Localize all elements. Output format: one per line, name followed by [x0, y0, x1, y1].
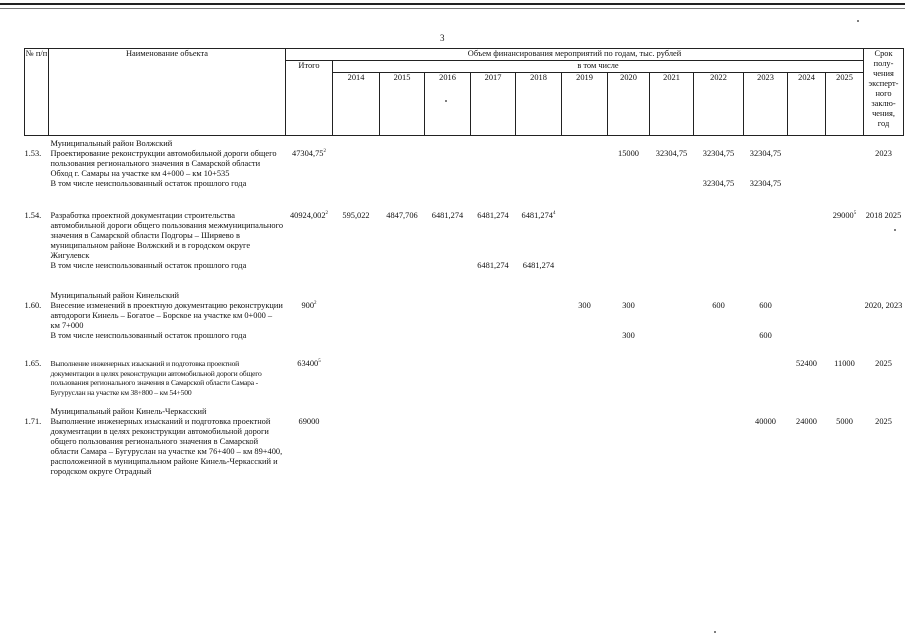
total-value: 40924,002$^2$ — [289, 211, 329, 220]
remainder-value — [425, 331, 471, 351]
year-value — [826, 301, 864, 331]
table-row — [25, 417, 904, 477]
header-total: Итого — [286, 61, 333, 136]
year-value — [788, 211, 826, 261]
remainder-value — [744, 261, 788, 281]
empty-cell — [25, 139, 49, 149]
year-value: 6481,274$^4$ — [521, 211, 556, 220]
table-row — [25, 211, 904, 261]
year-value — [650, 359, 694, 397]
financing-table — [24, 48, 904, 477]
year-value — [608, 359, 650, 397]
remainder-value: 600 — [759, 331, 772, 340]
remainder-value: 6481,274 — [477, 261, 509, 270]
term-value: 2025 — [875, 359, 892, 368]
district-name: Муниципальный район Кинель-Черкасский — [50, 407, 207, 416]
year-value: 4847,706 — [386, 211, 418, 220]
header-num: № п/п — [25, 49, 49, 136]
year-value — [471, 149, 516, 179]
year-value — [694, 417, 744, 477]
year-value — [650, 301, 694, 331]
header-including: в том числе — [333, 61, 864, 73]
remainder-value — [650, 179, 694, 199]
remainder-value — [608, 179, 650, 199]
total-value: 47304,75$^2$ — [292, 149, 326, 158]
year-value — [333, 359, 380, 397]
header-year-2017: 2017 — [471, 73, 516, 136]
year-value — [744, 359, 788, 397]
district-row — [25, 139, 904, 149]
year-value: 32304,75 — [655, 149, 688, 158]
remainder-value — [562, 179, 608, 199]
empty-cell — [864, 331, 904, 351]
year-value — [380, 301, 425, 331]
year-value: 600 — [712, 301, 725, 310]
year-value — [562, 149, 608, 179]
year-value — [471, 359, 516, 397]
header-year-2021: 2021 — [650, 73, 694, 136]
remainder-value — [826, 331, 864, 351]
remainder-value — [471, 331, 516, 351]
year-value — [425, 149, 471, 179]
empty-cell — [864, 179, 904, 199]
year-value — [650, 211, 694, 261]
object-name: Разработка проектной документации строительства автомобильной дороги общего пользования межмуниципального значения в Самарской области Подгоры – Ширяево в муниципальном районе Волжский и в городском округе Жигулевск — [50, 211, 284, 260]
year-value — [826, 149, 864, 179]
year-value — [694, 211, 744, 261]
remainder-value — [380, 179, 425, 199]
year-value — [516, 359, 562, 397]
header-year-2024: 2024 — [788, 73, 826, 136]
remainder-value — [788, 261, 826, 281]
year-value: 300 — [578, 301, 591, 310]
header-year-2016: 2016 — [425, 73, 471, 136]
remainder-value — [425, 261, 471, 281]
remainder-value — [333, 261, 380, 281]
year-value — [471, 417, 516, 477]
year-value — [694, 359, 744, 397]
total-value: $900^2$ — [301, 301, 317, 310]
remainder-row — [25, 261, 904, 281]
year-value: 29000$^5$ — [832, 211, 857, 220]
header-term: Срок полу-чения эксперт-ного заклю-чения, год — [864, 49, 904, 136]
object-name: Выполнение инженерных изысканий и подготовка проектной документации в целях реконструкции автомобильной дороги общего пользования регионального значения в Самарской области Самара – Бугуруслан на участке км 76+400 – км 89+400, расположенной в муниципальном районе Кинель-Черкасский и городском округе Отрадный — [50, 417, 283, 476]
remainder-row — [25, 179, 904, 199]
row-number: 1.65. — [24, 359, 42, 368]
spacer-row — [25, 199, 904, 211]
row-number: 1.54. — [24, 211, 42, 220]
page-number: 3 — [440, 33, 445, 43]
remainder-value — [333, 179, 380, 199]
remainder-value — [516, 331, 562, 351]
year-value — [562, 417, 608, 477]
spacer-row — [25, 397, 904, 407]
row-number: 1.60. — [24, 301, 42, 310]
top-border-line — [0, 3, 905, 5]
year-value — [425, 359, 471, 397]
remainder-value — [516, 179, 562, 199]
year-value: 6481,274 — [477, 211, 509, 220]
year-value — [333, 417, 380, 477]
remainder-row — [25, 331, 904, 351]
object-name: Выполнение инженерных изысканий и подготовка проектной документации в целях реконструкции автомобильной дороги общего пользования регионального значения в Самарской области Самара - Бугуруслан на участке км 38+800 – км 54+500 — [50, 359, 262, 397]
total-value: 63400$^5$ — [297, 359, 321, 368]
year-value: 32304,75 — [702, 149, 735, 158]
total-value: 69000 — [298, 417, 320, 426]
scan-speck — [445, 100, 447, 102]
year-value — [608, 417, 650, 477]
year-value — [516, 417, 562, 477]
spacer-row — [25, 351, 904, 359]
empty-cell — [25, 261, 49, 281]
term-value: 2020, 2023 — [864, 301, 903, 310]
term-value: 2025 — [875, 417, 892, 426]
year-value: 6481,274 — [431, 211, 464, 220]
header-name: Наименование объекта — [49, 49, 286, 136]
year-value: 40000 — [755, 417, 776, 426]
year-value — [425, 417, 471, 477]
year-value — [425, 301, 471, 331]
header-year-2019: 2019 — [562, 73, 608, 136]
empty-cell — [286, 261, 333, 281]
header-year-2015: 2015 — [380, 73, 425, 136]
year-value — [380, 359, 425, 397]
year-value — [562, 211, 608, 261]
remainder-value — [694, 261, 744, 281]
year-value: 24000 — [796, 417, 817, 426]
remainder-value — [608, 261, 650, 281]
header-year-2020: 2020 — [608, 73, 650, 136]
table-row — [25, 301, 904, 331]
empty-cell — [864, 261, 904, 281]
scan-speck — [894, 229, 896, 231]
remainder-value — [826, 261, 864, 281]
remainder-label: В том числе неиспользованный остаток прошлого года — [50, 331, 247, 340]
year-value — [380, 417, 425, 477]
header-year-2023: 2023 — [744, 73, 788, 136]
header-funding: Объем финансирования мероприятий по годам, тыс. рублей — [286, 49, 864, 61]
remainder-value: 300 — [622, 331, 635, 340]
remainder-value — [562, 261, 608, 281]
year-value — [516, 301, 562, 331]
empty-cell — [25, 331, 49, 351]
header-year-2022: 2022 — [694, 73, 744, 136]
year-value — [471, 301, 516, 331]
remainder-value — [471, 179, 516, 199]
year-value: 600 — [759, 301, 772, 310]
remainder-value — [425, 179, 471, 199]
year-value: 52400 — [796, 359, 817, 368]
year-value: 5000 — [836, 417, 853, 426]
remainder-value — [380, 331, 425, 351]
year-value — [788, 301, 826, 331]
table-body — [25, 136, 904, 478]
remainder-value — [650, 331, 694, 351]
empty-cell — [25, 179, 49, 199]
remainder-value: 6481,274 — [522, 261, 555, 270]
top-border-line-thin — [0, 8, 905, 9]
object-name: Внесение изменений в проектную документацию реконструкции автодороги Кинель – Богатое – Борское на участке км 0+000 – км 7+000 — [50, 301, 283, 330]
year-value: 300 — [622, 301, 635, 310]
year-value — [562, 359, 608, 397]
remainder-value — [788, 331, 826, 351]
year-value — [380, 149, 425, 179]
remainder-value — [562, 331, 608, 351]
year-value — [333, 149, 380, 179]
year-value — [516, 149, 562, 179]
empty-cell — [25, 407, 49, 417]
row-number: 1.71. — [24, 417, 42, 426]
district-name: Муниципальный район Кинельский — [50, 291, 179, 300]
remainder-value: 32304,75 — [749, 179, 782, 188]
district-row — [25, 291, 904, 301]
empty-cell — [286, 331, 333, 351]
header-year-2025: 2025 — [826, 73, 864, 136]
year-value: 11000 — [834, 359, 855, 368]
table-row — [25, 359, 904, 397]
scan-speck — [857, 20, 859, 22]
year-value — [608, 211, 650, 261]
term-value: 2023 — [875, 149, 892, 158]
year-value — [788, 149, 826, 179]
remainder-value — [650, 261, 694, 281]
remainder-label: В том числе неиспользованный остаток прошлого года — [50, 179, 247, 188]
district-row — [25, 407, 904, 417]
remainder-value — [380, 261, 425, 281]
remainder-value — [694, 331, 744, 351]
table-header — [25, 49, 904, 136]
year-value: 595,022 — [342, 211, 370, 220]
scan-speck — [714, 631, 716, 633]
remainder-value — [826, 179, 864, 199]
term-value: 2018 2025 — [865, 211, 902, 220]
row-number: 1.53. — [24, 149, 42, 158]
empty-cell — [286, 179, 333, 199]
remainder-value — [788, 179, 826, 199]
year-value — [650, 417, 694, 477]
remainder-value — [333, 331, 380, 351]
remainder-label: В том числе неиспользованный остаток прошлого года — [50, 261, 247, 270]
year-value: 32304,75 — [749, 149, 782, 158]
year-value — [333, 301, 380, 331]
district-name: Муниципальный район Волжский — [50, 139, 173, 148]
remainder-value: 32304,75 — [702, 179, 735, 188]
header-year-2018: 2018 — [516, 73, 562, 136]
year-value — [744, 211, 788, 261]
spacer-row — [25, 281, 904, 291]
object-name: Проектирование реконструкции автомобильной дороги общего пользования регионального значения в Самарской области Обход г. Самары на участке км 4+000 – км 10+535 — [50, 149, 277, 178]
empty-cell — [25, 291, 49, 301]
year-value: 15000 — [618, 149, 639, 158]
table-row — [25, 149, 904, 179]
header-year-2014: 2014 — [333, 73, 380, 136]
